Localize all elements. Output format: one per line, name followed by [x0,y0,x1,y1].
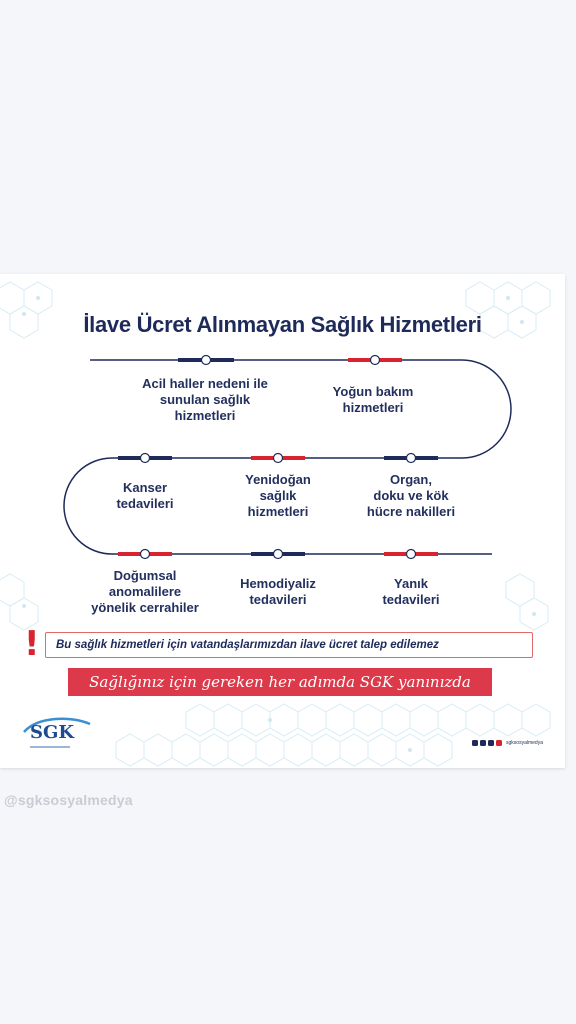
facebook-icon[interactable] [472,740,478,746]
service-label: Yenidoğan sağlık hizmetleri [245,472,311,519]
sgk-logo [20,714,100,754]
watermark-handle: @sgksosyalmedya [4,792,133,808]
service-label: Kanser tedavileri [116,480,174,511]
notice-text: Bu sağlık hizmetleri için vatandaşlarımızdan ilave ücret talep edilemez [56,639,439,651]
service-label: Acil haller nedeni ile sunulan sağlık hizmetleri [142,376,268,423]
social-links [472,740,543,746]
logo-text: SGK [30,722,75,743]
youtube-icon[interactable] [496,740,502,746]
instagram-icon[interactable] [480,740,486,746]
stop-marker [118,550,172,559]
stop-marker [384,454,438,463]
service-label: Hemodiyaliz tedavileri [240,576,316,607]
service-label: Yoğun bakım hizmetleri [332,384,414,415]
infographic-card [0,274,565,768]
service-label: Doğumsal anomalilere yönelik cerrahiler [91,568,199,615]
stop-marker [384,550,438,559]
exclamation-icon: ! [24,624,40,664]
stop-marker [348,356,402,365]
stop-marker [118,454,172,463]
social-handle: sgksosyalmedya [506,740,543,746]
stop-marker [251,454,305,463]
infographic-title: İlave Ücret Alınmayan Sağlık Hizmetleri [83,312,482,337]
service-label: Yanık tedavileri [382,576,440,607]
stop-marker [251,550,305,559]
x-icon[interactable] [488,740,494,746]
stop-marker [178,356,234,365]
notice-box [45,632,533,658]
slogan-text: Sağlığınız için gereken her adımda SGK yanınızda [89,673,471,691]
slogan-banner [68,668,492,696]
service-label: Organ, doku ve kök hücre nakilleri [366,472,456,519]
